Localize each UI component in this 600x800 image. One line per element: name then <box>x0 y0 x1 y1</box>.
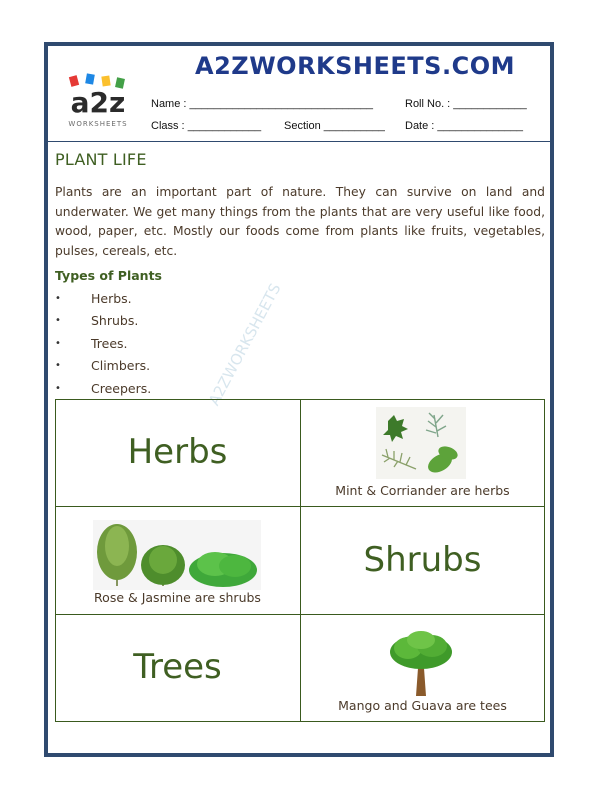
watermark: A2ZWORKSHEETS <box>205 280 285 409</box>
list-item <box>55 355 151 378</box>
bullet-icon: • <box>55 292 61 304</box>
shrubs-caption: Rose & Jasmine are shrubs <box>94 590 261 605</box>
section-label: Section <box>284 120 324 132</box>
type-label: Climbers. <box>91 358 151 374</box>
bullet-icon: • <box>55 315 61 327</box>
shrubs-image <box>93 520 261 590</box>
bullet-icon: • <box>55 360 61 372</box>
date-field[interactable] <box>405 120 523 132</box>
list-item <box>55 287 151 310</box>
intro-paragraph: Plants are an important part of nature. They can survive on land and underwater. We get many things from the plants that are very useful like food, wood, paper, etc. Mostly our foods come from plants like fruits, vegetables, pulses, cereals, etc. <box>55 185 545 259</box>
site-title: A2ZWORKSHEETS.COM <box>195 52 515 80</box>
bullet-icon: • <box>55 337 61 349</box>
tree-image <box>388 630 454 698</box>
list-item <box>55 332 151 355</box>
herbs-word: Herbs <box>127 432 228 472</box>
date-line[interactable]: ______________ <box>437 120 524 132</box>
date-label: Date : <box>405 120 438 132</box>
list-item <box>55 377 151 400</box>
type-label: Herbs. <box>91 290 132 306</box>
bullet-icon: • <box>55 382 61 394</box>
table-row-divider <box>55 506 545 507</box>
types-list <box>55 287 151 400</box>
herbs-caption: Mint & Corriander are herbs <box>335 483 510 498</box>
trees-caption: Mango and Guava are tees <box>338 698 507 713</box>
class-field[interactable] <box>151 120 261 132</box>
type-label: Shrubs. <box>91 313 139 329</box>
a2z-logo <box>58 72 138 132</box>
logo-text: a2z <box>70 86 126 119</box>
section-line[interactable]: __________ <box>323 120 385 132</box>
list-item <box>55 310 151 333</box>
roll-line[interactable]: ____________ <box>453 98 527 110</box>
class-line[interactable]: ____________ <box>187 120 262 132</box>
type-label: Trees. <box>91 335 128 351</box>
trees-word: Trees <box>133 647 222 687</box>
types-heading: Types of Plants <box>55 268 162 283</box>
page-heading: PLANT LIFE <box>55 150 147 169</box>
name-label: Name : <box>151 98 190 110</box>
logo-subtext: WORKSHEETS <box>68 120 128 128</box>
roll-field[interactable] <box>405 98 527 110</box>
section-field[interactable] <box>284 120 385 132</box>
herbs-image <box>376 407 466 479</box>
type-label: Creepers. <box>91 380 152 396</box>
shrubs-word: Shrubs <box>363 540 482 580</box>
name-line[interactable]: ______________________________ <box>189 98 374 110</box>
header-divider <box>47 141 551 142</box>
name-field[interactable] <box>151 98 373 110</box>
roll-label: Roll No. : <box>405 98 454 110</box>
class-label: Class : <box>151 120 188 132</box>
table-row-divider <box>55 614 545 615</box>
